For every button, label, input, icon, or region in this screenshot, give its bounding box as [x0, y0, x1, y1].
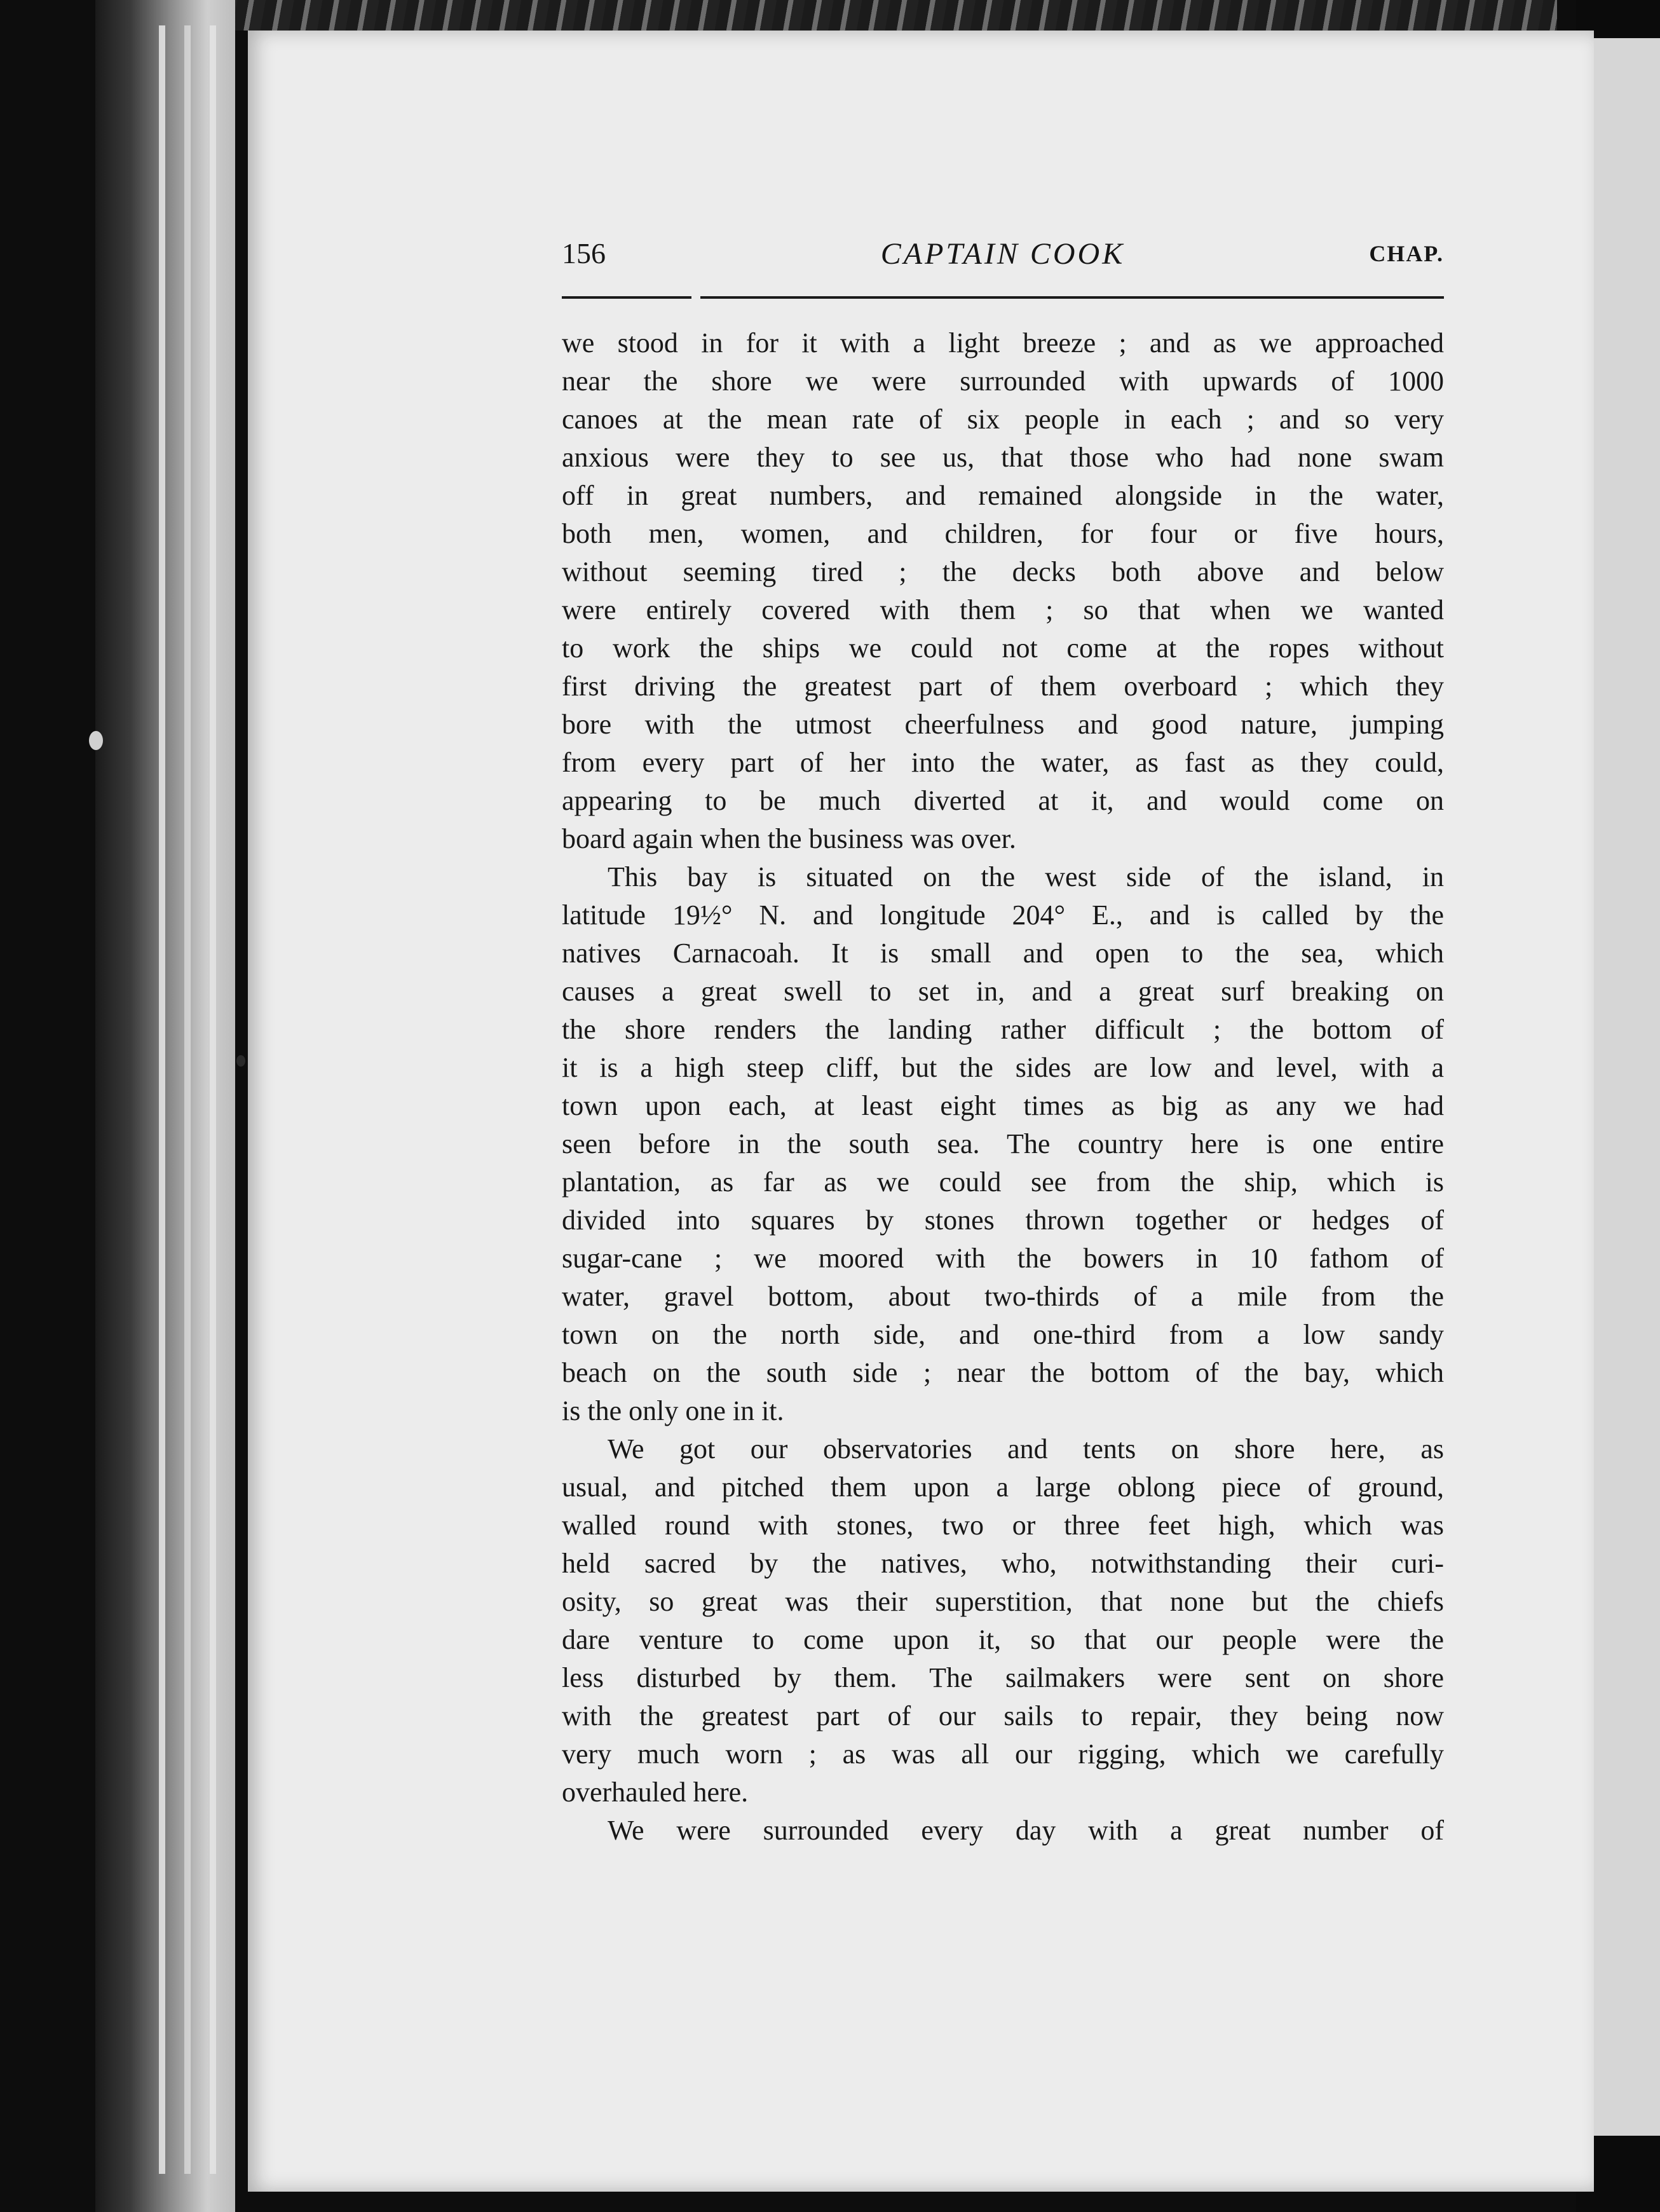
page-edge [159, 25, 165, 2174]
running-head: CAPTAIN COOK [880, 237, 1126, 271]
text-line: from every part of her into the water, as fast as they could, [562, 747, 1444, 778]
text-line: anxious were they to see us, that those who had none swam [562, 442, 1444, 473]
paragraph-start: We were surrounded every day with a great number of [608, 1815, 1444, 1846]
page-edge [210, 25, 216, 2174]
page-edge [184, 25, 191, 2174]
text-line: first driving the greatest part of them overboard ; which they [562, 671, 1444, 702]
text-line: town upon each, at least eight times as big as any we had [562, 1090, 1444, 1121]
text-line: held sacred by the natives, who, notwithstanding their curi- [562, 1548, 1444, 1579]
paper-tear [89, 731, 103, 750]
text-line: causes a great swell to set in, and a great surf breaking on [562, 976, 1444, 1007]
text-line: latitude 19½° N. and longitude 204° E., and is called by the [562, 899, 1444, 931]
text-line: off in great numbers, and remained alongside in the water, [562, 480, 1444, 511]
top-edge [95, 0, 1557, 31]
text-line: the shore renders the landing rather difficult ; the bottom of [562, 1014, 1444, 1045]
text-line: canoes at the mean rate of six people in each ; and so very [562, 404, 1444, 435]
chapter-mark: CHAP. [1369, 241, 1444, 266]
text-line: natives Carnacoah. It is small and open to the sea, which [562, 938, 1444, 969]
text-line: water, gravel bottom, about two-thirds of a mile from the [562, 1281, 1444, 1312]
text-line: were entirely covered with them ; so that when we wanted [562, 594, 1444, 625]
text-line: dare venture to come upon it, so that our people were the [562, 1624, 1444, 1655]
text-line: overhauled here. [562, 1777, 749, 1808]
page-number: 156 [562, 237, 606, 270]
text-line: walled round with stones, two or three feet high, which was [562, 1510, 1444, 1541]
text-line: both men, women, and children, for four or five hours, [562, 518, 1444, 549]
text-line: near the shore we were surrounded with upwards of 1000 [562, 365, 1444, 397]
text-line: bore with the utmost cheerfulness and good nature, jumping [562, 709, 1444, 740]
text-line: appearing to be much diverted at it, and would come on [562, 785, 1444, 816]
text-line: board again when the business was over. [562, 823, 1016, 854]
facing-page-edge [1594, 38, 1660, 2136]
page-header [562, 236, 1444, 275]
rule-gap [691, 294, 700, 301]
paragraph-start: This bay is situated on the west side of the island, in [608, 861, 1444, 892]
text-line: is the only one in it. [562, 1395, 784, 1426]
text-line: very much worn ; as was all our rigging, which we carefully [562, 1738, 1444, 1770]
text-line: with the greatest part of our sails to repair, they being now [562, 1700, 1444, 1731]
text-line: plantation, as far as we could see from the ship, which is [562, 1166, 1444, 1198]
text-line: we stood in for it with a light breeze ; and as we approached [562, 327, 1444, 358]
text-line: town on the north side, and one-third from a low sandy [562, 1319, 1444, 1350]
text-line: less disturbed by them. The sailmakers were sent on shore [562, 1662, 1444, 1693]
text-line: to work the ships we could not come at the ropes without [562, 632, 1444, 664]
paragraph-start: We got our observatories and tents on shore here, as [608, 1433, 1444, 1464]
text-line: beach on the south side ; near the bottom of the bay, which [562, 1357, 1444, 1388]
text-line: sugar-cane ; we moored with the bowers in 10 fathom of [562, 1243, 1444, 1274]
text-line: osity, so great was their superstition, that none but the chiefs [562, 1586, 1444, 1617]
ink-speck [236, 1055, 245, 1067]
text-line: seen before in the south sea. The country here is one entire [562, 1128, 1444, 1159]
text-line: it is a high steep cliff, but the sides are low and level, with a [562, 1052, 1444, 1083]
text-line: without seeming tired ; the decks both above and below [562, 556, 1444, 587]
text-line: usual, and pitched them upon a large oblong piece of ground, [562, 1471, 1444, 1503]
text-line: divided into squares by stones thrown together or hedges of [562, 1205, 1444, 1236]
body-text [562, 324, 1444, 1850]
